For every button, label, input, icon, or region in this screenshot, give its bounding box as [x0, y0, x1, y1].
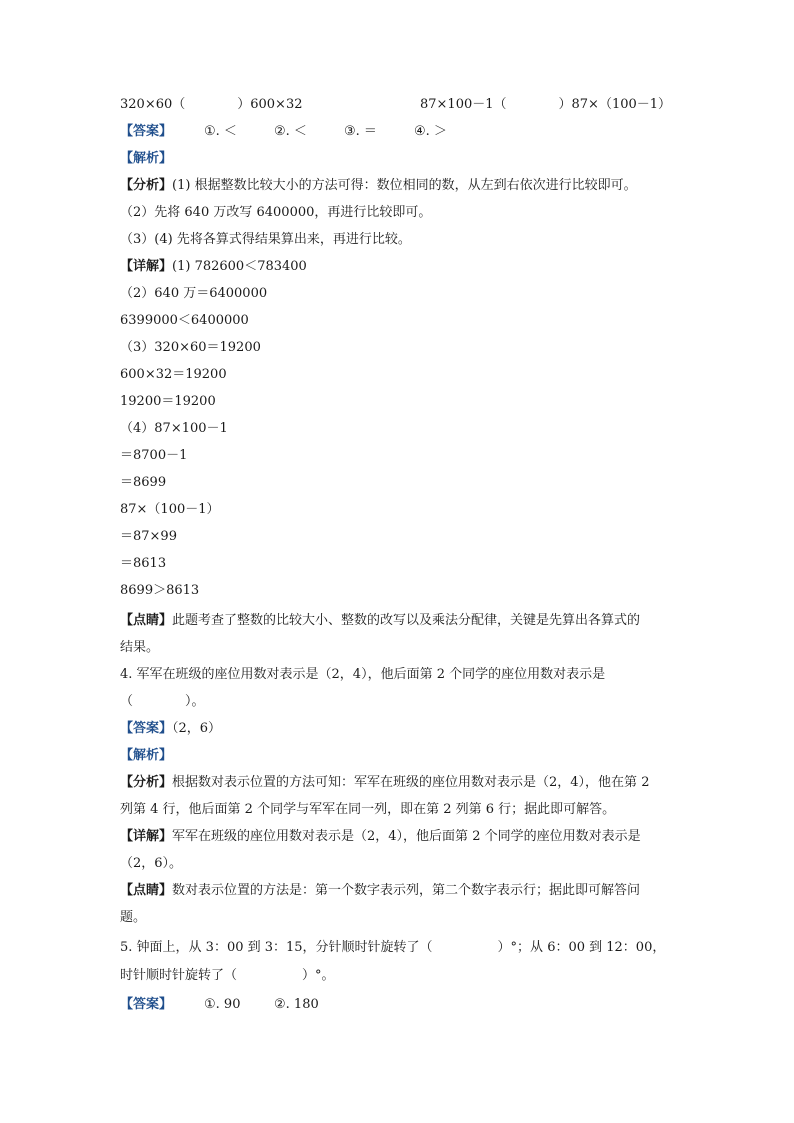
- dianjing-tag: 【点睛】: [120, 883, 173, 898]
- answer-tag: 【答案】: [120, 124, 173, 139]
- calc-line: 8699＞8613: [120, 583, 200, 598]
- calc-line: （4）87×100－1: [120, 421, 228, 436]
- fenxi-line: [120, 176, 637, 196]
- q4-stem: 4. 军军在班级的座位用数对表示是（2，4），他后面第 2 个同学的座位用数对表示是: [120, 667, 606, 682]
- dianjing-tag: 【点睛】: [120, 613, 173, 628]
- calc-line: 6399000＜6400000: [120, 313, 249, 328]
- fenxi-tag: 【分析】: [120, 775, 173, 790]
- answer-tag: 【答案】: [120, 997, 173, 1012]
- q5-stem: 5. 钟面上，从 3：00 到 3：15，分针顺时针旋转了（ ）°；从 6：00 到 12：00，: [120, 940, 666, 955]
- answer-item: ②. ＜: [274, 124, 307, 139]
- answer-item: ②. 180: [274, 997, 319, 1012]
- q4-stem: （ ）。: [120, 694, 205, 709]
- dianjing-text: 数对表示位置的方法是：第一个数字表示列，第二个数字表示行；据此即可解答问: [172, 883, 641, 898]
- fenxi-line: [120, 773, 649, 793]
- dianjing-line: [120, 611, 640, 631]
- xiangjie-line: [120, 827, 641, 847]
- xiangjie-tag: 【详解】: [120, 259, 173, 274]
- answer-item: ③. ＝: [344, 124, 377, 139]
- q3-compare-left: 320×60（ ）600×32: [120, 97, 303, 112]
- xiangjie-line: [120, 257, 307, 277]
- fenxi-text: 根据数对表示位置的方法可知：军军在班级的座位用数对表示是（2，4），他在第 2: [172, 775, 650, 790]
- q3-compare-row: [120, 95, 680, 115]
- q3-answer-row: [120, 122, 520, 142]
- calc-line: （3）320×60＝19200: [120, 340, 261, 355]
- calc-line: 87×（100－1）: [120, 502, 220, 517]
- calc-line: 19200＝19200: [120, 394, 216, 409]
- calc-line: ＝8613: [120, 556, 167, 571]
- xiangjie-line: （2，6）。: [120, 856, 183, 871]
- calc-line: ＝8700－1: [120, 448, 188, 463]
- fenxi-text: (1) 根据整数比较大小的方法可得：数位相同的数，从左到右依次进行比较即可。: [172, 178, 637, 193]
- dianjing-text: 此题考查了整数的比较大小、整数的改写以及乘法分配律，关键是先算出各算式的: [172, 613, 641, 628]
- answer-tag: 【答案】: [120, 721, 173, 736]
- answer-text: （2，6）: [172, 721, 222, 736]
- xiangjie-tag: 【详解】: [120, 829, 173, 844]
- q5-answer-row: [120, 995, 420, 1015]
- fenxi-tag: 【分析】: [120, 178, 173, 193]
- answer-item: ④. ＞: [414, 124, 447, 139]
- calc-line: 600×32＝19200: [120, 367, 227, 382]
- q5-stem: 时针顺时针旋转了（ ）°。: [120, 968, 335, 983]
- q4-answer-row: [120, 719, 221, 739]
- answer-item: ①. 90: [204, 997, 241, 1012]
- answer-item: ①. ＜: [204, 124, 237, 139]
- fenxi-line: （3）(4) 先将各算式得结果算出来，再进行比较。: [120, 232, 411, 247]
- jiexi-heading: 【解析】: [120, 151, 173, 166]
- dianjing-line: 题。: [120, 910, 147, 925]
- jiexi-heading: 【解析】: [120, 748, 173, 763]
- calc-line: ＝8699: [120, 475, 167, 490]
- dianjing-line: [120, 881, 640, 901]
- xiangjie-text: 军军在班级的座位用数对表示是（2，4），他后面第 2 个同学的座位用数对表示是: [172, 829, 641, 844]
- fenxi-line: （2）先将 640 万改写 6400000，再进行比较即可。: [120, 205, 432, 220]
- calc-line: ＝87×99: [120, 529, 177, 544]
- calc-line: （2）640 万＝6400000: [120, 286, 268, 301]
- dianjing-line: 结果。: [120, 640, 160, 655]
- q3-compare-right: 87×100－1（ ）87×（100－1）: [420, 97, 672, 112]
- fenxi-line: 列第 4 行，他后面第 2 个同学与军军在同一列，即在第 2 列第 6 行；据此即可解答。: [120, 802, 616, 817]
- xiangjie-text: (1) 782600＜783400: [172, 259, 307, 274]
